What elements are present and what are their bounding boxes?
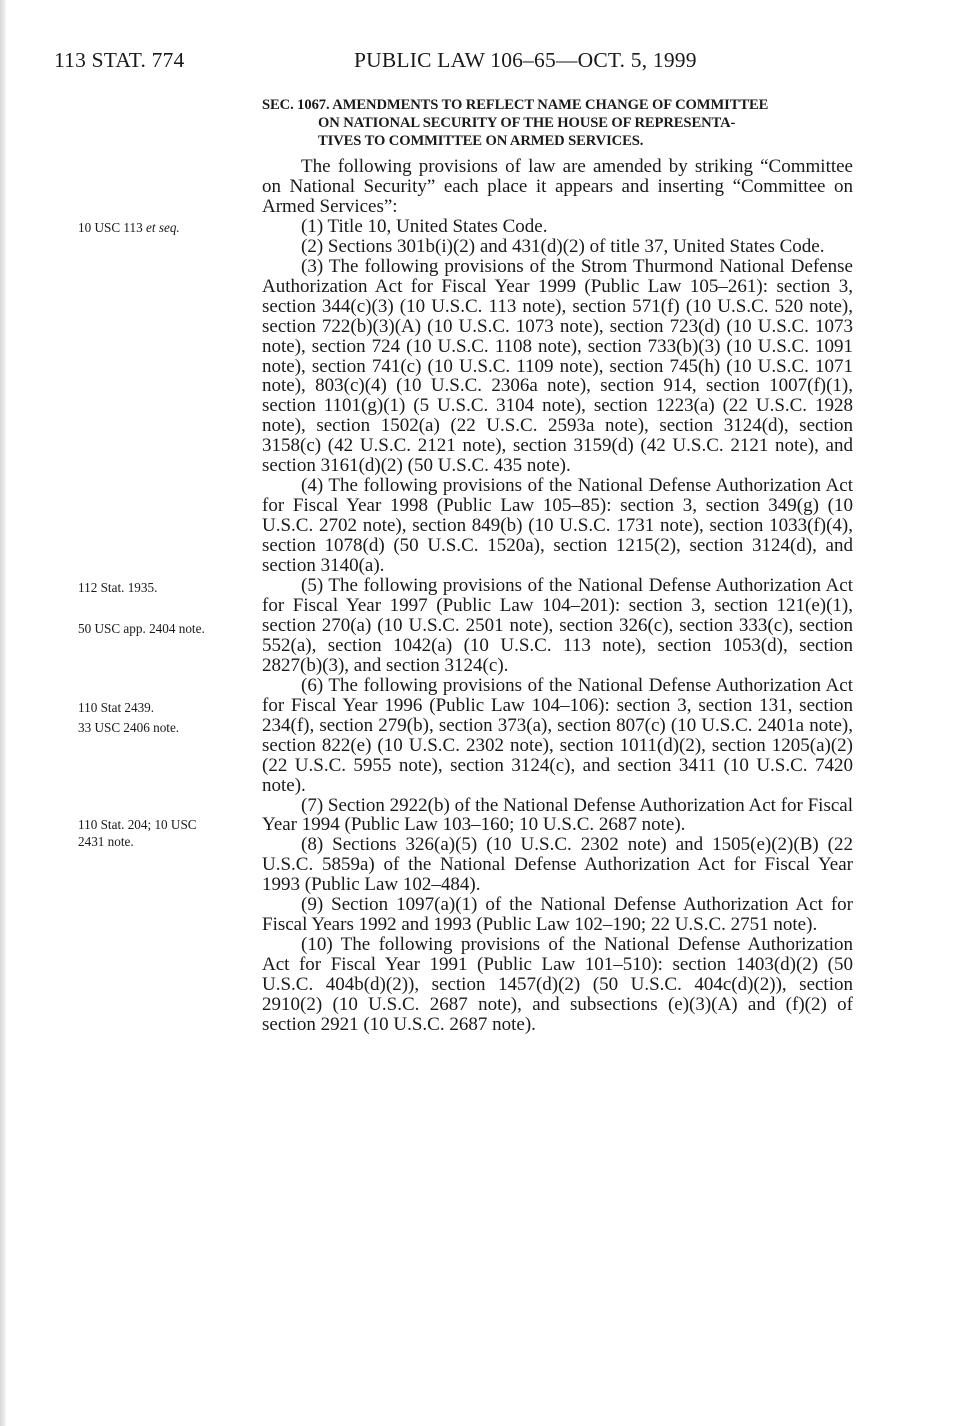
margin-note-10-usc-113 — [78, 220, 218, 237]
provision-5: (5) The following provisions of the National Defense Authorization Act for Fiscal Year 1997 (Public Law 104–201): section 3, section 121(e)(1), section 270(a) (10 U.S.C. 2501 note), section 326(c), section 333(c), section 552(a), section 1042(a) (10 U.S.C. 113 note), section 1053(d), section 2827(b)(3), and section 3124(c). — [262, 575, 853, 676]
provision-4: (4) The following provisions of the National Defense Authorization Act for Fiscal Year 1998 (Public Law 105–85): section 3, section 349(g) (10 U.S.C. 2702 note), section 849(b) (10 U.S.C. 1731 note), section 1033(f)(4), section 1078(d) (50 U.S.C. 1520a), section 1215(2), section 3124(d), and section 3140(a). — [262, 475, 853, 577]
provision-8: (8) Sections 326(a)(5) (10 U.S.C. 2302 note) and 1505(e)(2)(B) (22 U.S.C. 5859a) of the National Defense Authorization Act for Fiscal Year 1993 (Public Law 102–484). — [262, 834, 853, 896]
public-law-citation: PUBLIC LAW 106–65—OCT. 5, 1999 — [354, 48, 697, 72]
provision-6: (6) The following provisions of the National Defense Authorization Act for Fiscal Year 1996 (Public Law 104–106): section 3, section 131, section 234(f), section 279(b), section 373(a), section 807(c) (10 U.S.C. 2401a note), section 822(e) (10 U.S.C. 2302 note), section 1011(d)(2), section 1205(a)(2) (22 U.S.C. 5955 note), section 3124(c), and section 3411 (10 U.S.C. 7420 note). — [262, 674, 853, 796]
stat-page-number: 113 STAT. 774 — [54, 48, 185, 72]
section-heading-line-2: ON NATIONAL SECURITY OF THE HOUSE OF REPRESENTA- — [318, 115, 736, 131]
section-title-part-1: AMENDMENTS TO REFLECT NAME CHANGE OF COMMITTEE — [332, 97, 769, 113]
running-head — [54, 48, 854, 78]
section-heading — [262, 96, 854, 150]
section-heading-line-1 — [262, 96, 854, 114]
margin-note-33-usc-2406: 33 USC 2406 note. — [78, 720, 180, 735]
margin-note-110-stat-2439: 110 Stat 2439. — [78, 700, 155, 715]
margin-note-110-stat-204: 110 Stat. 204; 10 USC 2431 note. — [78, 817, 197, 849]
page-edge — [0, 0, 6, 1426]
section-number: SEC. 1067. — [262, 97, 330, 113]
section-heading-line-3: TIVES TO COMMITTEE ON ARMED SERVICES. — [318, 133, 644, 149]
provision-10: (10) The following provisions of the National Defense Authorization Act for Fiscal Year 1991 (Public Law 101–510): section 1403(d)(2) (50 U.S.C. 404b(d)(2)), section 1457(d)(2) (50 U.S.C. 404c(d)(2)), section 2910(2) (10 U.S.C. 2687 note), and subsections (e)(3)(A) and (f)(2) of section 2921 (10 U.S.C. 2687 note). — [262, 934, 853, 1035]
provision-9: (9) Section 1097(a)(1) of the National Defense Authorization Act for Fiscal Years 1992 and 1993 (Public Law 102–190; 22 U.S.C. 2751 note). — [262, 894, 853, 936]
section-body — [262, 157, 853, 1035]
margin-note-italic: et seq. — [146, 220, 180, 235]
provision-3: (3) The following provisions of the Strom Thurmond National Defense Authorization Act for Fiscal Year 1999 (Public Law 105–261): section 3, section 344(c)(3) (10 U.S.C. 113 note), section 571(f) (10 U.S.C. 520 note), section 722(b)(3)(A) (10 U.S.C. 1073 note), section 723(d) (10 U.S.C. 1073 note), section 724 (10 U.S.C. 1108 note), section 733(b)(3) (10 U.S.C. 1091 note), section 741(c) (10 U.S.C. 1109 note), section 745(h) (10 U.S.C. 1071 note), 803(c)(4) (10 U.S.C. 2306a note), section 914, section 1007(f)(1), section 1101(g)(1) (5 U.S.C. 3104 note), section 1223(a) (22 U.S.C. 1928 note), section 1502(a) (22 U.S.C. 2593a note), section 3124(d), section 3158(c) (42 U.S.C. 2121 note), section 3159(d) (42 U.S.C. 2121 note), and section 3161(d)(2) (50 U.S.C. 435 note). — [262, 255, 853, 477]
margin-note-text: 10 USC 113 — [78, 220, 147, 235]
provision-7: (7) Section 2922(b) of the National Defense Authorization Act for Fiscal Year 1994 (Public Law 103–160; 10 U.S.C. 2687 note). — [262, 794, 853, 836]
provision-1: (1) Title 10, United States Code. — [301, 215, 548, 237]
margin-note-50-usc-app-2404: 50 USC app. 2404 note. — [78, 621, 205, 636]
margin-note-112-stat-1935: 112 Stat. 1935. — [78, 580, 158, 595]
intro-paragraph: The following provisions of law are amended by striking “Committee on National Security” each place it appears and inserting “Committee on Armed Services”: — [262, 156, 853, 217]
provision-2: (2) Sections 301b(i)(2) and 431(d)(2) of title 37, United States Code. — [301, 235, 825, 257]
